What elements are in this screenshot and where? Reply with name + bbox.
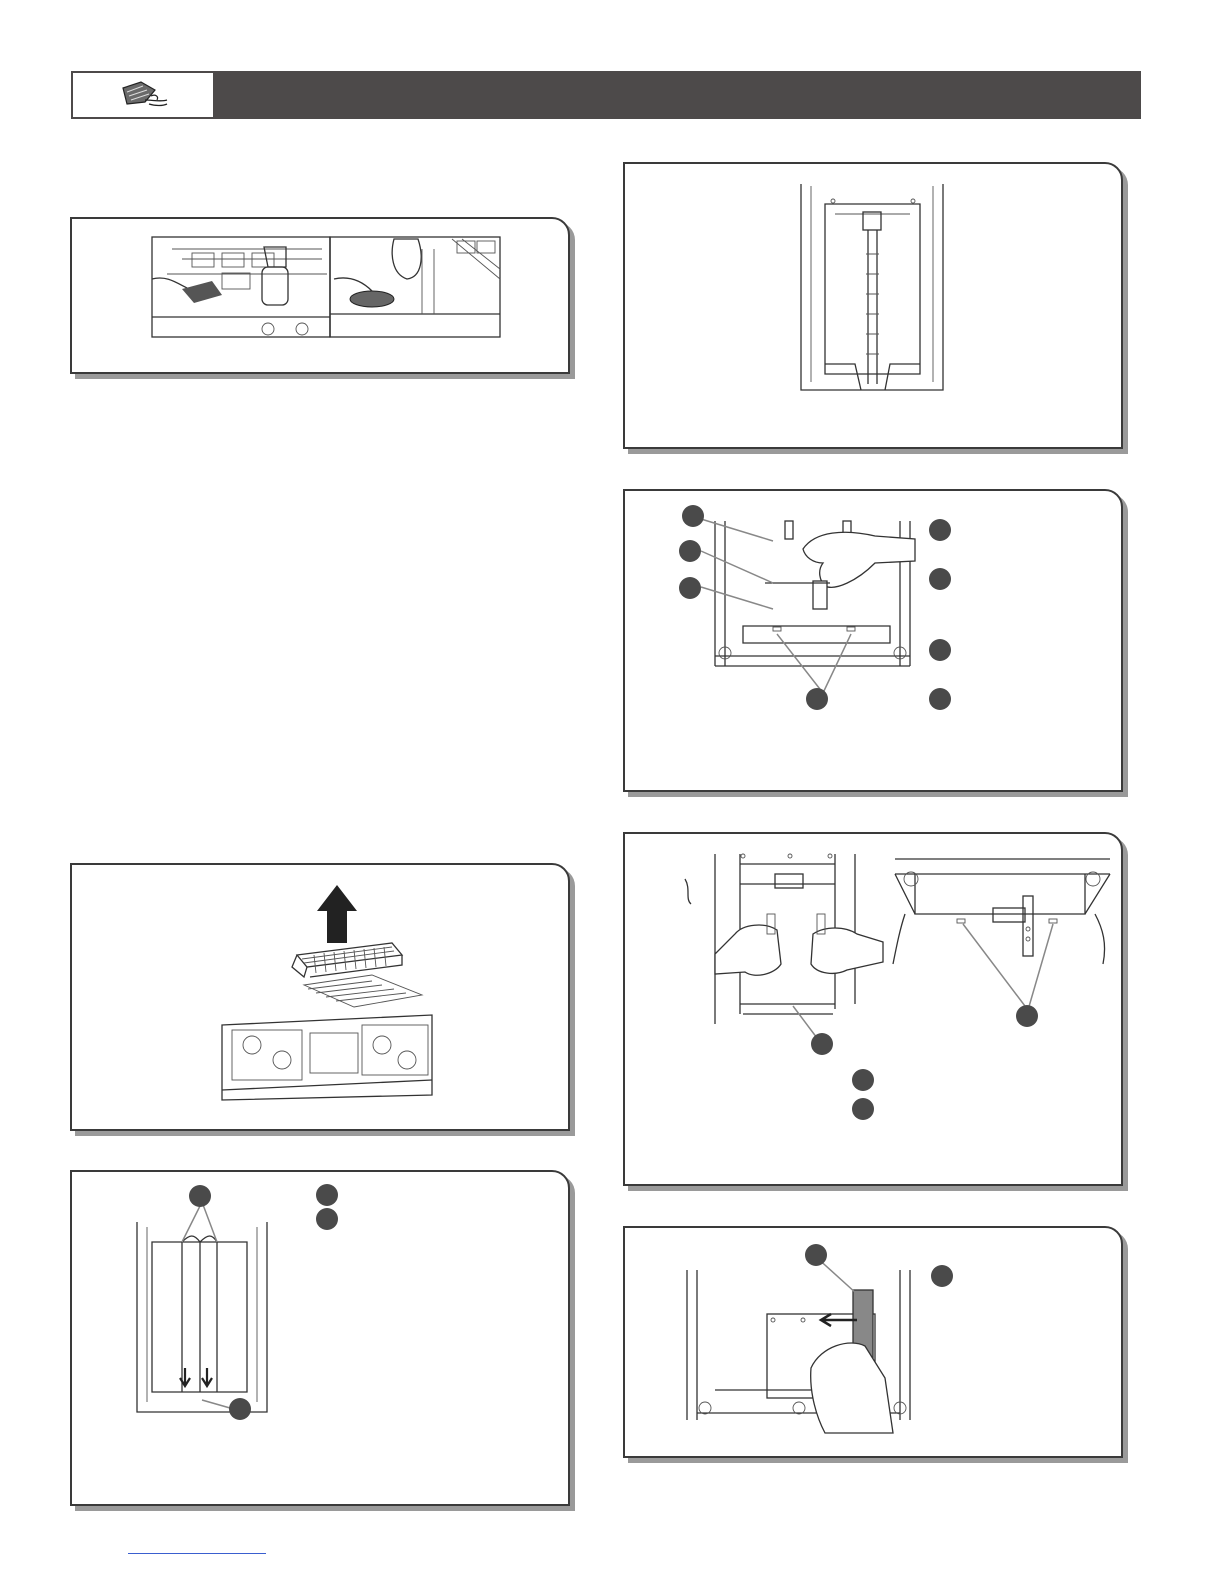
callout-marker <box>929 519 951 541</box>
callout-marker <box>316 1208 338 1230</box>
up-arrow-icon <box>317 885 357 943</box>
callout-marker <box>929 688 951 710</box>
figure-wiping-cooktop <box>70 217 570 374</box>
slide-plate-illustration <box>625 1228 1125 1460</box>
griddle-lift-illustration <box>72 865 572 1133</box>
figure-remove-cover <box>623 489 1123 792</box>
callout-marker <box>929 568 951 590</box>
cleaning-cloth-icon <box>115 78 171 112</box>
callout-marker <box>805 1244 827 1266</box>
callout-marker <box>682 505 704 527</box>
header-icon-box <box>71 71 215 119</box>
down-arrow-icon <box>202 1368 212 1386</box>
callout-marker <box>806 688 828 710</box>
figure-griddle-lift <box>70 863 570 1131</box>
callout-marker <box>852 1069 874 1091</box>
callout-marker <box>811 1033 833 1055</box>
callout-marker <box>229 1398 251 1420</box>
callout-marker <box>316 1184 338 1206</box>
figure-drip-trays <box>70 1170 570 1506</box>
section-header-bar <box>215 71 1141 119</box>
figure-griddle-burner <box>623 162 1123 449</box>
figure-lift-tray <box>623 832 1123 1186</box>
callout-marker <box>929 639 951 661</box>
left-arrow-icon <box>821 1314 857 1326</box>
footer-link-underline[interactable] <box>128 1553 266 1554</box>
figure-slide-plate <box>623 1226 1123 1458</box>
callout-marker <box>189 1185 211 1207</box>
callout-marker <box>852 1098 874 1120</box>
wiping-cooktop-illustration <box>72 219 572 376</box>
callout-marker <box>1016 1005 1038 1027</box>
callout-marker <box>931 1265 953 1287</box>
lift-tray-illustration <box>625 834 1125 1188</box>
callout-marker <box>679 540 701 562</box>
callout-marker <box>679 577 701 599</box>
remove-cover-illustration <box>625 491 1125 794</box>
griddle-burner-illustration <box>625 164 1125 451</box>
